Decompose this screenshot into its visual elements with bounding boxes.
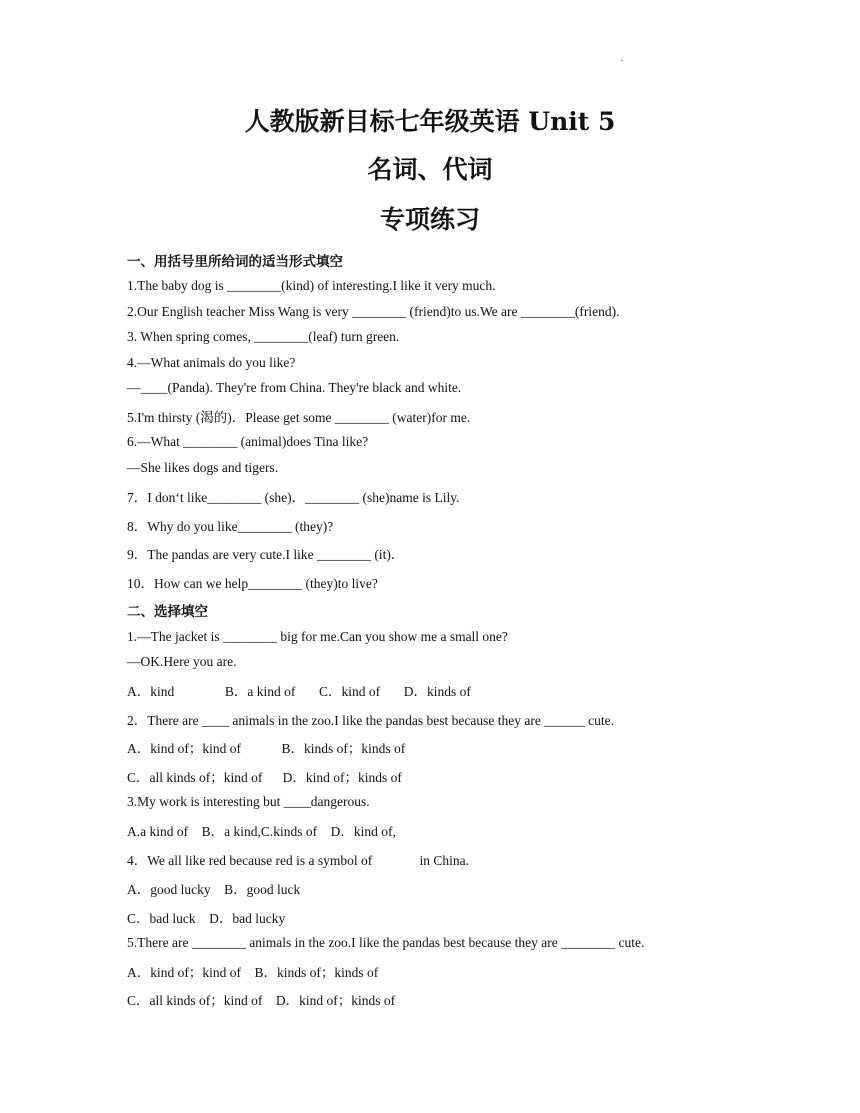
question-line: 3. When spring comes, ________(leaf) turn green. bbox=[127, 329, 400, 344]
question-line: 6.—What ________ (animal)does Tina like? bbox=[127, 434, 369, 449]
question-line: 4.—What animals do you like? bbox=[127, 355, 296, 370]
document-subtitle: 名词、代词 bbox=[367, 155, 493, 184]
question-line: 9．The pandas are very cute.I like ________ (it)． bbox=[127, 547, 405, 562]
answer-options: A.a kind of B．a kind,C.kinds of D．kind of, bbox=[127, 824, 396, 839]
document-subtitle-2: 专项练习 bbox=[379, 205, 480, 234]
question-line: 2．There are ____ animals in the zoo.I like the pandas best because they are ______ cute. bbox=[127, 713, 614, 728]
question-line: 4．We all like red because red is a symbol of in China. bbox=[127, 853, 469, 868]
answer-options: A．kind B．a kind of C．kind of D．kinds of bbox=[127, 684, 471, 699]
question-line: 8．Why do you like________ (they)? bbox=[127, 519, 334, 534]
answer-options: C．all kinds of；kind of D．kind of；kinds of bbox=[127, 993, 396, 1008]
question-line: 1.—The jacket is ________ big for me.Can you show me a small one? bbox=[127, 629, 508, 644]
answer-options: A．kind of；kind of B．kinds of；kinds of bbox=[127, 965, 379, 980]
answer-options: C．bad luck D．bad lucky bbox=[127, 911, 286, 926]
question-line: 3.My work is interesting but ____dangerous. bbox=[127, 794, 370, 809]
question-line: 10．How can we help________ (they)to live? bbox=[127, 576, 378, 591]
question-line: —She likes dogs and tigers. bbox=[127, 460, 279, 475]
section-heading-multiple-choice: 二、选择填空 bbox=[127, 604, 208, 620]
answer-options: C．all kinds of；kind of D．kind of；kinds of bbox=[127, 770, 402, 785]
document-title: 人教版新目标七年级英语 Unit 5 bbox=[244, 107, 616, 136]
question-line: —OK.Here you are. bbox=[127, 654, 237, 669]
answer-options: A．kind of；kind of B．kinds of；kinds of bbox=[127, 741, 406, 756]
answer-options: A．good lucky B．good luck bbox=[127, 882, 301, 897]
header-mark: · bbox=[620, 56, 624, 67]
question-line: —____(Panda). They're from China. They're black and white. bbox=[127, 380, 462, 395]
question-line: 5.There are ________ animals in the zoo.I like the pandas best because they are ________ cute. bbox=[127, 935, 645, 950]
question-line: 5.I'm thirsty (渴的)．Please get some ________ (water)for me. bbox=[127, 410, 471, 425]
question-line: 2.Our English teacher Miss Wang is very ________ (friend)to us.We are ________(friend). bbox=[127, 304, 620, 319]
question-line: 7．I don‘t like________ (she)．________ (she)name is Lily. bbox=[127, 490, 460, 505]
section-heading-fill-blank: 一、用括号里所给词的适当形式填空 bbox=[127, 254, 343, 270]
question-line: 1.The baby dog is ________(kind) of interesting.I like it very much. bbox=[127, 278, 496, 293]
